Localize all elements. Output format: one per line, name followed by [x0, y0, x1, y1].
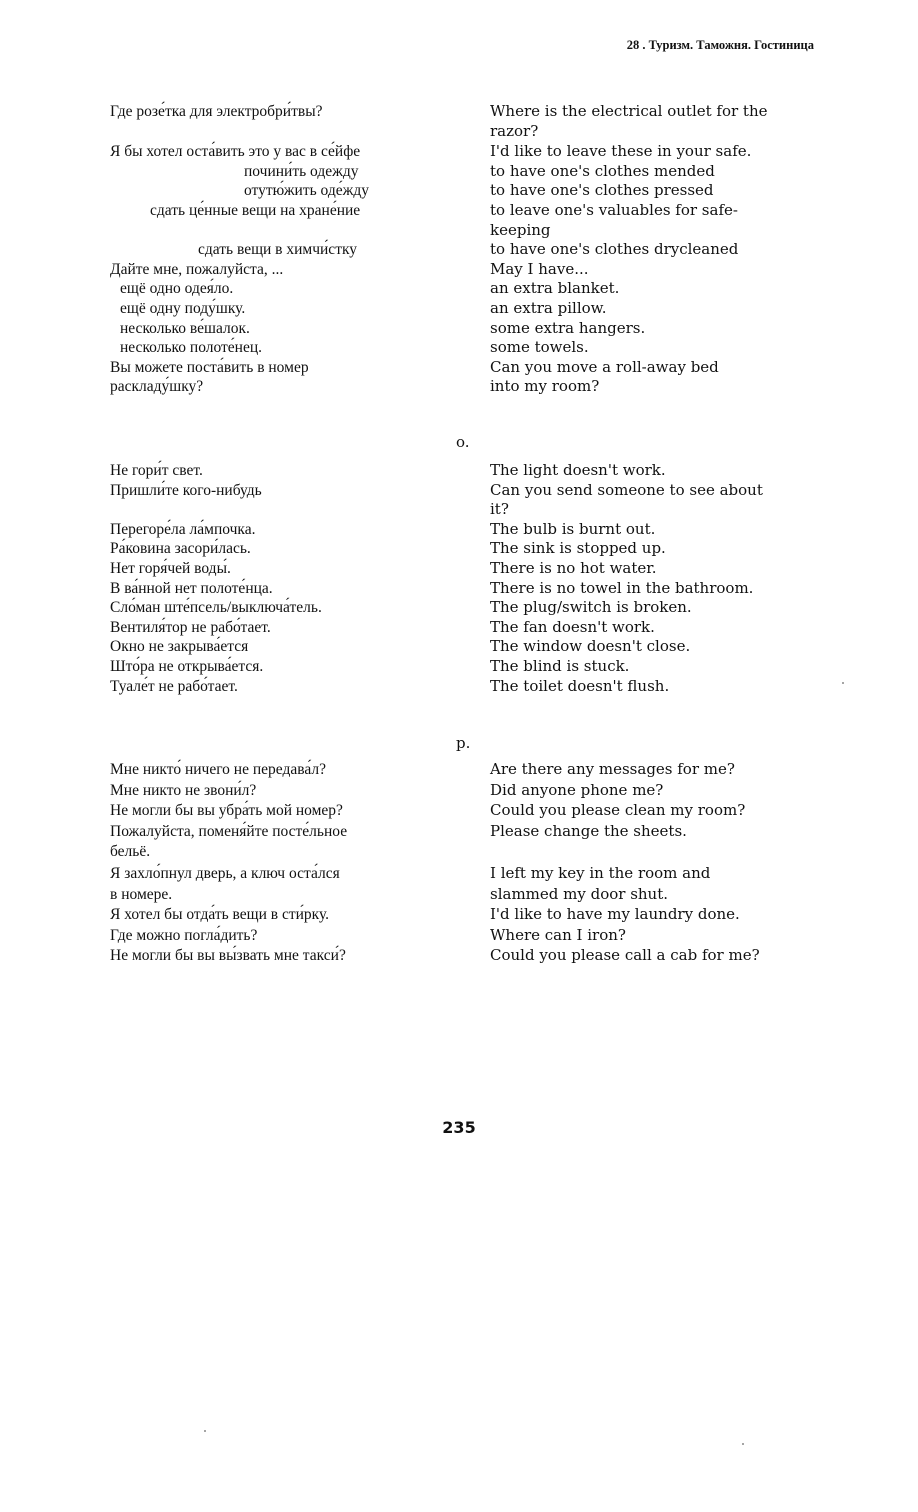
english-phrase: Did anyone phone me?	[490, 780, 664, 799]
english-phrase: The fan doesn't work.	[490, 617, 655, 636]
phrase-row	[110, 946, 830, 967]
english-phrase: There is no towel in the bathroom.	[490, 578, 754, 597]
phrase-row	[110, 618, 830, 638]
russian-phrase: Я хотел бы отда́ть вещи в сти́рку.	[110, 906, 330, 924]
phrase-row	[110, 142, 830, 162]
phrase-row	[110, 520, 830, 540]
russian-phrase: ещё одну поду́шку.	[120, 299, 246, 317]
english-phrase: The window doesn't close.	[490, 637, 691, 656]
russian-phrase: почини́ть одежду	[244, 162, 359, 180]
russian-phrase: Мне никто не звони́л?	[110, 781, 257, 799]
running-header: 28 . Туризм. Таможня. Гостиница	[626, 38, 814, 52]
page-number: 235	[442, 1118, 476, 1137]
phrase-row	[110, 260, 830, 280]
phrase-row	[110, 760, 830, 781]
phrase-row	[110, 377, 830, 397]
russian-phrase: Не гори́т свет.	[110, 462, 203, 479]
phrase-row	[110, 781, 830, 802]
russian-phrase: несколько ве́шалок.	[120, 319, 250, 337]
english-phrase: I'd like to leave these in your safe.	[490, 142, 752, 161]
english-phrase: There is no hot water.	[490, 558, 657, 577]
phrase-row	[110, 122, 830, 142]
phrase-row	[110, 885, 830, 906]
english-phrase: Where is the electrical outlet for the	[490, 102, 768, 120]
russian-phrase: Туале́т не рабо́тает.	[110, 677, 238, 695]
phrase-row	[110, 358, 830, 378]
english-phrase: Where can I iron?	[490, 925, 626, 944]
english-phrase: keeping	[490, 220, 551, 239]
phrase-row	[110, 598, 830, 618]
russian-phrase: В ва́нной нет полоте́нца.	[110, 579, 273, 597]
russian-phrase: сдать вещи в химчи́стку	[198, 241, 358, 259]
phrase-row	[110, 481, 830, 501]
russian-phrase: ещё одно одея́ло.	[120, 280, 234, 298]
russian-phrase: Не могли бы вы вы́звать мне такси́?	[110, 947, 346, 965]
phrase-row	[110, 319, 830, 339]
phrase-row	[110, 842, 830, 863]
english-phrase: an extra pillow.	[490, 298, 607, 317]
section-letter-o: o.	[456, 433, 470, 451]
section-letter-p: p.	[456, 734, 471, 752]
russian-phrase: Где розе́тка для электробри́твы?	[110, 103, 323, 120]
russian-phrase: Я бы хотел оста́вить это у вас в се́йфе	[110, 143, 361, 161]
phrase-row	[110, 162, 830, 182]
english-phrase: Could you please call a cab for me?	[490, 946, 760, 965]
phrase-row	[110, 279, 830, 299]
phrase-row	[110, 221, 830, 241]
phrase-row	[110, 677, 830, 697]
phrase-row	[110, 801, 830, 822]
english-phrase: some towels.	[490, 338, 589, 357]
phrase-row	[110, 299, 830, 319]
english-phrase: slammed my door shut.	[490, 884, 669, 903]
russian-phrase: сдать це́нные вещи на хране́ние	[150, 201, 361, 219]
english-phrase: May I have...	[490, 259, 589, 278]
english-phrase: Can you send someone to see about	[490, 480, 763, 499]
phrase-section-p	[110, 760, 830, 967]
english-phrase: Could you please clean my room?	[490, 801, 746, 820]
russian-phrase: Сло́ман ште́псель/выключа́тель.	[110, 599, 322, 617]
english-phrase: some extra hangers.	[490, 318, 646, 337]
russian-phrase: Окно не закрыва́ется	[110, 638, 249, 656]
phrase-row	[110, 637, 830, 657]
english-phrase: Please change the sheets.	[490, 821, 687, 840]
english-phrase: razor?	[490, 121, 539, 140]
english-phrase: it?	[490, 500, 509, 519]
english-phrase: to have one's clothes drycleaned	[490, 240, 739, 259]
phrase-row	[110, 579, 830, 599]
phrase-row	[110, 201, 830, 221]
english-phrase: Are there any messages for me?	[490, 760, 735, 778]
russian-phrase: Перегоре́ла ла́мпочка.	[110, 520, 256, 538]
phrase-row	[110, 539, 830, 559]
scan-speck	[742, 1443, 744, 1445]
russian-phrase: Где можно погла́дить?	[110, 926, 258, 944]
phrase-row	[110, 102, 830, 122]
english-phrase: Can you move a roll-away bed	[490, 357, 719, 376]
english-phrase: The light doesn't work.	[490, 461, 666, 479]
phrase-row	[110, 338, 830, 358]
phrase-row	[110, 926, 830, 947]
phrase-row	[110, 559, 830, 579]
russian-phrase: в номере.	[110, 885, 173, 903]
russian-phrase: Што́ра не открыва́ется.	[110, 657, 264, 675]
russian-phrase: несколько полоте́нец.	[120, 339, 263, 357]
russian-phrase: Дайте мне, пожалуйста, ...	[110, 260, 284, 278]
russian-phrase: Ра́ковина засори́лась.	[110, 540, 251, 558]
english-phrase: to have one's clothes pressed	[490, 181, 714, 200]
english-phrase: to have one's clothes mended	[490, 161, 715, 180]
scan-speck	[842, 682, 844, 684]
phrase-row	[110, 240, 830, 260]
english-phrase: The sink is stopped up.	[490, 539, 666, 558]
russian-phrase: Пришли́те кого-нибудь	[110, 481, 262, 499]
english-phrase: The bulb is burnt out.	[490, 519, 656, 538]
phrase-row	[110, 500, 830, 520]
phrase-row	[110, 822, 830, 843]
english-phrase: I left my key in the room and	[490, 863, 711, 882]
russian-phrase: Мне никто́ ничего не передава́л?	[110, 761, 326, 778]
english-phrase: The blind is stuck.	[490, 656, 630, 675]
phrase-row	[110, 905, 830, 926]
scan-speck	[204, 1430, 206, 1432]
russian-phrase: бельё.	[110, 843, 151, 861]
phrase-section-o	[110, 461, 830, 696]
russian-phrase: Я захло́пнул дверь, а ключ оста́лся	[110, 864, 340, 882]
russian-phrase: Не могли бы вы убра́ть мой номер?	[110, 802, 343, 820]
phrase-row	[110, 181, 830, 201]
phrase-row	[110, 864, 830, 885]
russian-phrase: Вы можете поста́вить в номер	[110, 358, 309, 376]
phrase-row	[110, 657, 830, 677]
english-phrase: I'd like to have my laundry done.	[490, 905, 740, 924]
phrase-section-n	[110, 102, 830, 397]
russian-phrase: Нет горя́чей воды́.	[110, 559, 231, 577]
russian-phrase: Вентиля́тор не рабо́тает.	[110, 618, 271, 636]
english-phrase: into my room?	[490, 377, 600, 396]
russian-phrase: Пожалуйста, поменя́йте посте́льное	[110, 822, 348, 840]
english-phrase: an extra blanket.	[490, 279, 620, 298]
phrase-row	[110, 461, 830, 481]
russian-phrase: отутю́жить оде́жду	[244, 182, 369, 200]
english-phrase: The plug/switch is broken.	[490, 598, 692, 617]
english-phrase: to leave one's valuables for safe-	[490, 200, 738, 219]
english-phrase: The toilet doesn't flush.	[490, 676, 670, 695]
russian-phrase: раскладу́шку?	[110, 378, 204, 396]
